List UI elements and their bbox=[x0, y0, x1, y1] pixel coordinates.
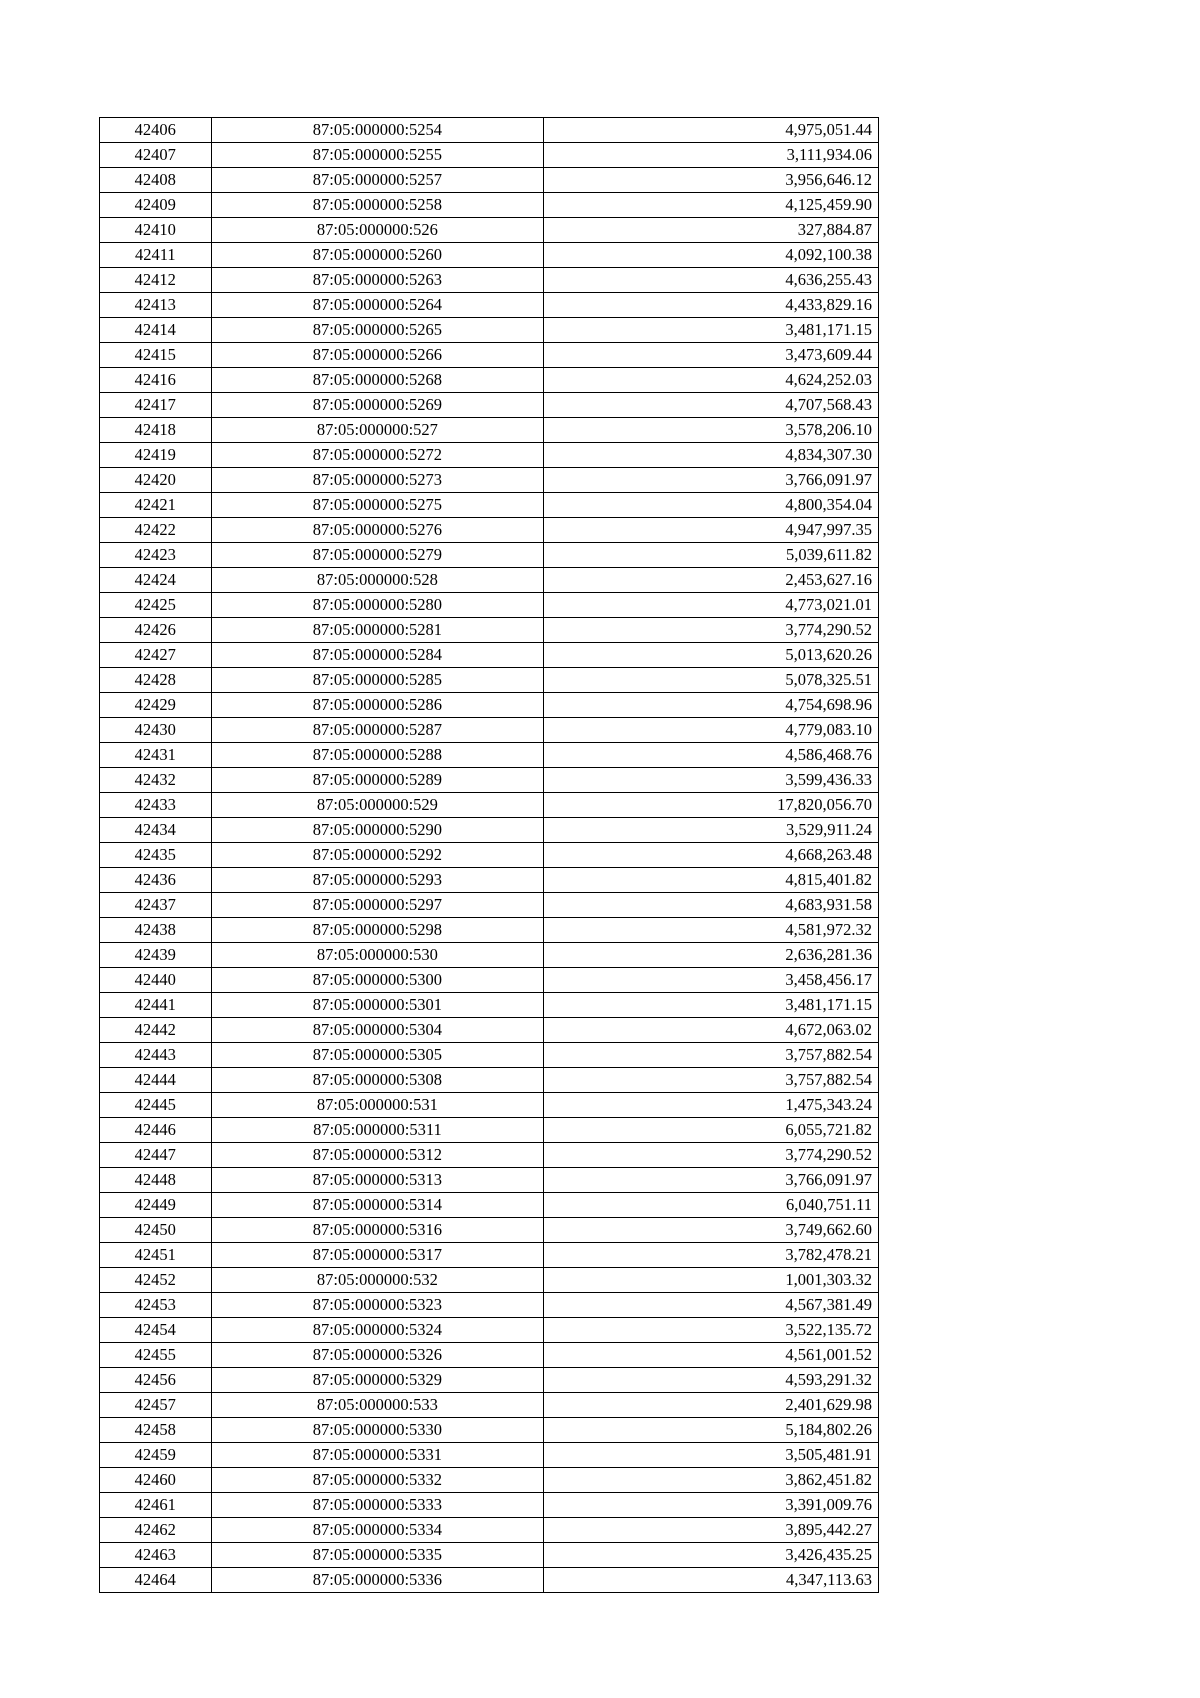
cadastral-number-cell: 87:05:000000:5279 bbox=[211, 543, 544, 568]
table-row bbox=[100, 693, 879, 718]
row-number-cell: 42460 bbox=[100, 1468, 212, 1493]
row-number-cell: 42448 bbox=[100, 1168, 212, 1193]
cadastral-number-cell: 87:05:000000:5331 bbox=[211, 1443, 544, 1468]
row-number-cell: 42461 bbox=[100, 1493, 212, 1518]
table-row bbox=[100, 1293, 879, 1318]
table-row bbox=[100, 218, 879, 243]
row-number-cell: 42439 bbox=[100, 943, 212, 968]
cadastral-number-cell: 87:05:000000:5281 bbox=[211, 618, 544, 643]
table-row bbox=[100, 543, 879, 568]
table-row bbox=[100, 843, 879, 868]
cadastral-number-cell: 87:05:000000:5287 bbox=[211, 718, 544, 743]
table-row bbox=[100, 1543, 879, 1568]
row-number-cell: 42447 bbox=[100, 1143, 212, 1168]
row-number-cell: 42410 bbox=[100, 218, 212, 243]
table-row bbox=[100, 968, 879, 993]
table-row bbox=[100, 1418, 879, 1443]
cadastral-value-cell: 4,773,021.01 bbox=[544, 593, 879, 618]
row-number-cell: 42430 bbox=[100, 718, 212, 743]
table-row bbox=[100, 293, 879, 318]
cadastral-number-cell: 87:05:000000:5290 bbox=[211, 818, 544, 843]
row-number-cell: 42435 bbox=[100, 843, 212, 868]
table-row bbox=[100, 1018, 879, 1043]
cadastral-value-cell: 6,055,721.82 bbox=[544, 1118, 879, 1143]
cadastral-value-cell: 3,578,206.10 bbox=[544, 418, 879, 443]
table-row bbox=[100, 443, 879, 468]
table-row bbox=[100, 1493, 879, 1518]
cadastral-value-cell: 4,092,100.38 bbox=[544, 243, 879, 268]
cadastral-number-cell: 87:05:000000:5285 bbox=[211, 668, 544, 693]
cadastral-number-cell: 87:05:000000:5265 bbox=[211, 318, 544, 343]
row-number-cell: 42414 bbox=[100, 318, 212, 343]
cadastral-value-cell: 4,947,997.35 bbox=[544, 518, 879, 543]
cadastral-number-cell: 87:05:000000:5255 bbox=[211, 143, 544, 168]
cadastral-value-cell: 3,481,171.15 bbox=[544, 318, 879, 343]
row-number-cell: 42464 bbox=[100, 1568, 212, 1593]
table-row bbox=[100, 818, 879, 843]
cadastral-number-cell: 87:05:000000:5276 bbox=[211, 518, 544, 543]
row-number-cell: 42440 bbox=[100, 968, 212, 993]
row-number-cell: 42422 bbox=[100, 518, 212, 543]
cadastral-number-cell: 87:05:000000:5313 bbox=[211, 1168, 544, 1193]
cadastral-value-cell: 17,820,056.70 bbox=[544, 793, 879, 818]
table-row bbox=[100, 1093, 879, 1118]
cadastral-value-cell: 3,111,934.06 bbox=[544, 143, 879, 168]
cadastral-value-cell: 5,013,620.26 bbox=[544, 643, 879, 668]
row-number-cell: 42413 bbox=[100, 293, 212, 318]
cadastral-value-cell: 3,895,442.27 bbox=[544, 1518, 879, 1543]
table-row bbox=[100, 568, 879, 593]
row-number-cell: 42462 bbox=[100, 1518, 212, 1543]
cadastral-value-cell: 4,779,083.10 bbox=[544, 718, 879, 743]
table-row bbox=[100, 193, 879, 218]
cadastral-number-cell: 87:05:000000:5292 bbox=[211, 843, 544, 868]
cadastral-number-cell: 87:05:000000:529 bbox=[211, 793, 544, 818]
table-row bbox=[100, 168, 879, 193]
cadastral-number-cell: 87:05:000000:5272 bbox=[211, 443, 544, 468]
row-number-cell: 42408 bbox=[100, 168, 212, 193]
row-number-cell: 42421 bbox=[100, 493, 212, 518]
table-row bbox=[100, 368, 879, 393]
cadastral-value-cell: 3,458,456.17 bbox=[544, 968, 879, 993]
table-row bbox=[100, 1468, 879, 1493]
table-row bbox=[100, 1318, 879, 1343]
cadastral-number-cell: 87:05:000000:5269 bbox=[211, 393, 544, 418]
cadastral-number-cell: 87:05:000000:526 bbox=[211, 218, 544, 243]
row-number-cell: 42441 bbox=[100, 993, 212, 1018]
cadastral-value-cell: 4,636,255.43 bbox=[544, 268, 879, 293]
table-row bbox=[100, 893, 879, 918]
cadastral-value-cell: 4,672,063.02 bbox=[544, 1018, 879, 1043]
table-row bbox=[100, 868, 879, 893]
cadastral-value-cell: 1,001,303.32 bbox=[544, 1268, 879, 1293]
cadastral-number-cell: 87:05:000000:5326 bbox=[211, 1343, 544, 1368]
table-row bbox=[100, 718, 879, 743]
row-number-cell: 42463 bbox=[100, 1543, 212, 1568]
cadastral-value-cell: 3,473,609.44 bbox=[544, 343, 879, 368]
cadastral-number-cell: 87:05:000000:5275 bbox=[211, 493, 544, 518]
cadastral-number-cell: 87:05:000000:5273 bbox=[211, 468, 544, 493]
cadastral-value-cell: 3,774,290.52 bbox=[544, 1143, 879, 1168]
cadastral-number-cell: 87:05:000000:533 bbox=[211, 1393, 544, 1418]
row-number-cell: 42406 bbox=[100, 118, 212, 143]
cadastral-value-cell: 327,884.87 bbox=[544, 218, 879, 243]
row-number-cell: 42449 bbox=[100, 1193, 212, 1218]
row-number-cell: 42411 bbox=[100, 243, 212, 268]
cadastral-value-cell: 4,581,972.32 bbox=[544, 918, 879, 943]
cadastral-value-cell: 3,862,451.82 bbox=[544, 1468, 879, 1493]
table-row bbox=[100, 768, 879, 793]
cadastral-number-cell: 87:05:000000:532 bbox=[211, 1268, 544, 1293]
table-row bbox=[100, 618, 879, 643]
cadastral-value-cell: 2,453,627.16 bbox=[544, 568, 879, 593]
row-number-cell: 42415 bbox=[100, 343, 212, 368]
cadastral-value-table bbox=[99, 117, 879, 1593]
cadastral-value-cell: 3,426,435.25 bbox=[544, 1543, 879, 1568]
row-number-cell: 42446 bbox=[100, 1118, 212, 1143]
cadastral-value-cell: 4,975,051.44 bbox=[544, 118, 879, 143]
cadastral-number-cell: 87:05:000000:5312 bbox=[211, 1143, 544, 1168]
table-row bbox=[100, 1343, 879, 1368]
cadastral-value-cell: 3,481,171.15 bbox=[544, 993, 879, 1018]
cadastral-number-cell: 87:05:000000:5314 bbox=[211, 1193, 544, 1218]
table-row bbox=[100, 1368, 879, 1393]
cadastral-value-cell: 4,125,459.90 bbox=[544, 193, 879, 218]
cadastral-value-cell: 3,782,478.21 bbox=[544, 1243, 879, 1268]
row-number-cell: 42443 bbox=[100, 1043, 212, 1068]
cadastral-number-cell: 87:05:000000:5333 bbox=[211, 1493, 544, 1518]
table-row bbox=[100, 493, 879, 518]
table-row bbox=[100, 593, 879, 618]
row-number-cell: 42427 bbox=[100, 643, 212, 668]
cadastral-value-cell: 4,800,354.04 bbox=[544, 493, 879, 518]
row-number-cell: 42451 bbox=[100, 1243, 212, 1268]
cadastral-number-cell: 87:05:000000:5311 bbox=[211, 1118, 544, 1143]
cadastral-value-cell: 3,749,662.60 bbox=[544, 1218, 879, 1243]
cadastral-value-cell: 3,956,646.12 bbox=[544, 168, 879, 193]
cadastral-number-cell: 87:05:000000:5284 bbox=[211, 643, 544, 668]
table-row bbox=[100, 1068, 879, 1093]
table-row bbox=[100, 418, 879, 443]
row-number-cell: 42457 bbox=[100, 1393, 212, 1418]
table-row bbox=[100, 143, 879, 168]
cadastral-number-cell: 87:05:000000:527 bbox=[211, 418, 544, 443]
cadastral-number-cell: 87:05:000000:5258 bbox=[211, 193, 544, 218]
cadastral-value-cell: 3,774,290.52 bbox=[544, 618, 879, 643]
table-row bbox=[100, 743, 879, 768]
cadastral-number-cell: 87:05:000000:5293 bbox=[211, 868, 544, 893]
row-number-cell: 42407 bbox=[100, 143, 212, 168]
table-row bbox=[100, 1043, 879, 1068]
table-row bbox=[100, 1168, 879, 1193]
cadastral-value-cell: 4,754,698.96 bbox=[544, 693, 879, 718]
cadastral-value-cell: 6,040,751.11 bbox=[544, 1193, 879, 1218]
table-row bbox=[100, 1143, 879, 1168]
row-number-cell: 42437 bbox=[100, 893, 212, 918]
cadastral-number-cell: 87:05:000000:5336 bbox=[211, 1568, 544, 1593]
cadastral-number-cell: 87:05:000000:5257 bbox=[211, 168, 544, 193]
table-row bbox=[100, 1218, 879, 1243]
row-number-cell: 42431 bbox=[100, 743, 212, 768]
table-row bbox=[100, 468, 879, 493]
cadastral-value-cell: 5,078,325.51 bbox=[544, 668, 879, 693]
table-row bbox=[100, 993, 879, 1018]
cadastral-number-cell: 87:05:000000:5254 bbox=[211, 118, 544, 143]
row-number-cell: 42419 bbox=[100, 443, 212, 468]
cadastral-number-cell: 87:05:000000:5324 bbox=[211, 1318, 544, 1343]
cadastral-number-cell: 87:05:000000:530 bbox=[211, 943, 544, 968]
cadastral-number-cell: 87:05:000000:5316 bbox=[211, 1218, 544, 1243]
row-number-cell: 42423 bbox=[100, 543, 212, 568]
cadastral-value-cell: 3,599,436.33 bbox=[544, 768, 879, 793]
cadastral-value-cell: 2,636,281.36 bbox=[544, 943, 879, 968]
cadastral-value-cell: 4,347,113.63 bbox=[544, 1568, 879, 1593]
cadastral-value-cell: 4,624,252.03 bbox=[544, 368, 879, 393]
cadastral-number-cell: 87:05:000000:5301 bbox=[211, 993, 544, 1018]
row-number-cell: 42442 bbox=[100, 1018, 212, 1043]
cadastral-number-cell: 87:05:000000:5263 bbox=[211, 268, 544, 293]
row-number-cell: 42426 bbox=[100, 618, 212, 643]
cadastral-value-cell: 1,475,343.24 bbox=[544, 1093, 879, 1118]
row-number-cell: 42444 bbox=[100, 1068, 212, 1093]
row-number-cell: 42459 bbox=[100, 1443, 212, 1468]
table-row bbox=[100, 268, 879, 293]
cadastral-number-cell: 87:05:000000:5266 bbox=[211, 343, 544, 368]
table-row bbox=[100, 643, 879, 668]
row-number-cell: 42418 bbox=[100, 418, 212, 443]
table-row bbox=[100, 1568, 879, 1593]
cadastral-number-cell: 87:05:000000:528 bbox=[211, 568, 544, 593]
row-number-cell: 42455 bbox=[100, 1343, 212, 1368]
cadastral-number-cell: 87:05:000000:5289 bbox=[211, 768, 544, 793]
cadastral-number-cell: 87:05:000000:5335 bbox=[211, 1543, 544, 1568]
table-row bbox=[100, 343, 879, 368]
row-number-cell: 42412 bbox=[100, 268, 212, 293]
row-number-cell: 42450 bbox=[100, 1218, 212, 1243]
cadastral-number-cell: 87:05:000000:5330 bbox=[211, 1418, 544, 1443]
cadastral-number-cell: 87:05:000000:5297 bbox=[211, 893, 544, 918]
row-number-cell: 42454 bbox=[100, 1318, 212, 1343]
cadastral-number-cell: 87:05:000000:5304 bbox=[211, 1018, 544, 1043]
table-row bbox=[100, 1393, 879, 1418]
cadastral-value-cell: 4,834,307.30 bbox=[544, 443, 879, 468]
cadastral-value-cell: 3,505,481.91 bbox=[544, 1443, 879, 1468]
cadastral-value-cell: 4,567,381.49 bbox=[544, 1293, 879, 1318]
table-row bbox=[100, 1193, 879, 1218]
cadastral-value-cell: 4,561,001.52 bbox=[544, 1343, 879, 1368]
cadastral-number-cell: 87:05:000000:5323 bbox=[211, 1293, 544, 1318]
cadastral-number-cell: 87:05:000000:5260 bbox=[211, 243, 544, 268]
row-number-cell: 42428 bbox=[100, 668, 212, 693]
table-row bbox=[100, 918, 879, 943]
table-row bbox=[100, 118, 879, 143]
cadastral-value-cell: 4,433,829.16 bbox=[544, 293, 879, 318]
cadastral-number-cell: 87:05:000000:5268 bbox=[211, 368, 544, 393]
row-number-cell: 42456 bbox=[100, 1368, 212, 1393]
row-number-cell: 42452 bbox=[100, 1268, 212, 1293]
cadastral-number-cell: 87:05:000000:5300 bbox=[211, 968, 544, 993]
row-number-cell: 42453 bbox=[100, 1293, 212, 1318]
cadastral-value-cell: 5,184,802.26 bbox=[544, 1418, 879, 1443]
table-row bbox=[100, 1118, 879, 1143]
row-number-cell: 42436 bbox=[100, 868, 212, 893]
row-number-cell: 42438 bbox=[100, 918, 212, 943]
cadastral-number-cell: 87:05:000000:5305 bbox=[211, 1043, 544, 1068]
table-row bbox=[100, 1443, 879, 1468]
cadastral-number-cell: 87:05:000000:5264 bbox=[211, 293, 544, 318]
row-number-cell: 42409 bbox=[100, 193, 212, 218]
table-row bbox=[100, 1268, 879, 1293]
cadastral-value-cell: 3,766,091.97 bbox=[544, 468, 879, 493]
table-row bbox=[100, 793, 879, 818]
cadastral-number-cell: 87:05:000000:5334 bbox=[211, 1518, 544, 1543]
cadastral-value-cell: 4,707,568.43 bbox=[544, 393, 879, 418]
table-row bbox=[100, 943, 879, 968]
cadastral-value-cell: 2,401,629.98 bbox=[544, 1393, 879, 1418]
row-number-cell: 42424 bbox=[100, 568, 212, 593]
table-row bbox=[100, 1518, 879, 1543]
table-body bbox=[100, 118, 879, 1593]
cadastral-value-cell: 3,757,882.54 bbox=[544, 1068, 879, 1093]
cadastral-value-cell: 3,757,882.54 bbox=[544, 1043, 879, 1068]
cadastral-value-cell: 3,391,009.76 bbox=[544, 1493, 879, 1518]
table-row bbox=[100, 243, 879, 268]
row-number-cell: 42425 bbox=[100, 593, 212, 618]
cadastral-number-cell: 87:05:000000:5286 bbox=[211, 693, 544, 718]
cadastral-value-cell: 5,039,611.82 bbox=[544, 543, 879, 568]
table-row bbox=[100, 668, 879, 693]
row-number-cell: 42458 bbox=[100, 1418, 212, 1443]
cadastral-value-cell: 3,529,911.24 bbox=[544, 818, 879, 843]
cadastral-value-cell: 4,815,401.82 bbox=[544, 868, 879, 893]
cadastral-value-cell: 4,668,263.48 bbox=[544, 843, 879, 868]
cadastral-value-cell: 3,766,091.97 bbox=[544, 1168, 879, 1193]
table-row bbox=[100, 518, 879, 543]
table-row bbox=[100, 1243, 879, 1268]
row-number-cell: 42433 bbox=[100, 793, 212, 818]
cadastral-number-cell: 87:05:000000:5329 bbox=[211, 1368, 544, 1393]
row-number-cell: 42432 bbox=[100, 768, 212, 793]
table-row bbox=[100, 318, 879, 343]
cadastral-number-cell: 87:05:000000:5280 bbox=[211, 593, 544, 618]
row-number-cell: 42429 bbox=[100, 693, 212, 718]
row-number-cell: 42445 bbox=[100, 1093, 212, 1118]
cadastral-number-cell: 87:05:000000:5298 bbox=[211, 918, 544, 943]
cadastral-number-cell: 87:05:000000:531 bbox=[211, 1093, 544, 1118]
cadastral-value-cell: 3,522,135.72 bbox=[544, 1318, 879, 1343]
row-number-cell: 42420 bbox=[100, 468, 212, 493]
row-number-cell: 42417 bbox=[100, 393, 212, 418]
table-row bbox=[100, 393, 879, 418]
cadastral-number-cell: 87:05:000000:5332 bbox=[211, 1468, 544, 1493]
cadastral-number-cell: 87:05:000000:5308 bbox=[211, 1068, 544, 1093]
cadastral-value-cell: 4,586,468.76 bbox=[544, 743, 879, 768]
cadastral-value-cell: 4,683,931.58 bbox=[544, 893, 879, 918]
cadastral-value-cell: 4,593,291.32 bbox=[544, 1368, 879, 1393]
cadastral-number-cell: 87:05:000000:5288 bbox=[211, 743, 544, 768]
cadastral-number-cell: 87:05:000000:5317 bbox=[211, 1243, 544, 1268]
row-number-cell: 42434 bbox=[100, 818, 212, 843]
row-number-cell: 42416 bbox=[100, 368, 212, 393]
